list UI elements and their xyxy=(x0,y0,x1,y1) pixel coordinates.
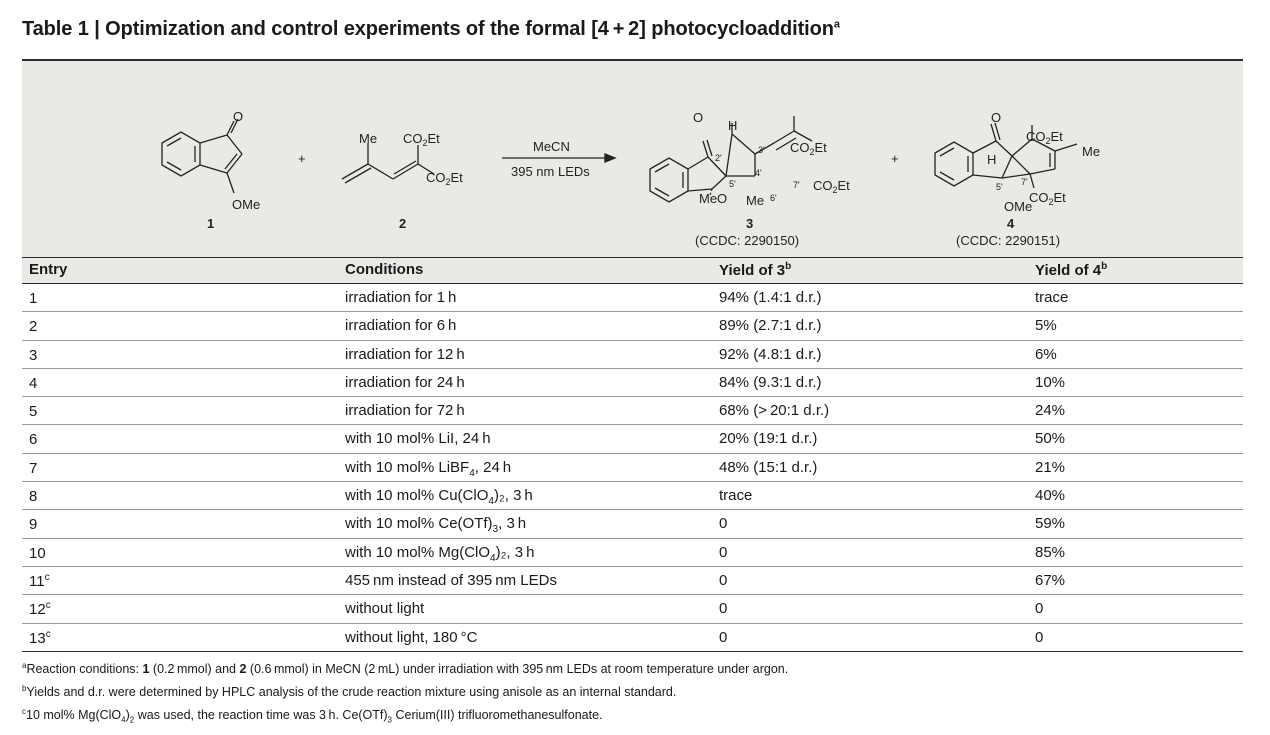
cell-conditions: irradiation for 1 h xyxy=(345,289,457,306)
compound-1-number: 1 xyxy=(207,216,215,231)
cell-yield-4: trace xyxy=(1035,289,1069,306)
cell-entry: 12$^c$ xyxy=(29,600,51,619)
cell-entry: 9 xyxy=(29,516,38,534)
cell-yield-4: 67% xyxy=(1035,571,1066,589)
cell-yield-4: 0 xyxy=(1035,600,1044,618)
cell-yield-3: 0 xyxy=(719,543,728,561)
plus-sign-2: + xyxy=(891,151,899,166)
header-yield-4: Yield of 4$^b$ xyxy=(1035,261,1108,279)
compound-2-co2et-bottom: $CO_2Et$ xyxy=(426,170,463,187)
table-title: Table 1 | Optimization and control experiments of the formal [4 + 2] photocycloaddition$^a$ xyxy=(22,18,840,40)
cell-entry: 8 xyxy=(29,488,38,506)
compound-2-me: Me xyxy=(359,131,378,146)
table-row xyxy=(22,284,1243,312)
compound-4-co2et-top: $CO_2Et$ xyxy=(1026,129,1063,146)
compound-4-co2et-bottom: $CO_2Et$ xyxy=(1029,190,1066,207)
table-row xyxy=(22,341,1243,369)
table-body xyxy=(22,284,1243,652)
compound-4-ome: OMe xyxy=(1004,199,1033,214)
table-row xyxy=(22,510,1243,538)
compound-2-co2et-top: $CO_2Et$ xyxy=(403,131,440,148)
header-conditions: Conditions xyxy=(345,261,424,278)
cell-yield-3: 94% (1.4:1 d.r.) xyxy=(719,289,822,306)
cell-yield-4: 21% xyxy=(1035,458,1066,476)
compound-3-me: Me xyxy=(746,193,765,208)
cell-yield-4: 59% xyxy=(1035,515,1066,533)
cell-entry: 1 xyxy=(29,290,38,307)
cell-yield-3: 0 xyxy=(719,628,728,646)
cell-conditions: irradiation for 24 h xyxy=(345,373,465,391)
compound-3-ccdc: (CCDC: 2290150) xyxy=(695,233,800,248)
compound-3-h: H xyxy=(728,118,738,133)
cell-conditions: irradiation for 6 h xyxy=(345,317,457,335)
compound-3-label-5: 5' xyxy=(729,179,736,189)
reaction-scheme-drawing xyxy=(22,61,1243,259)
compound-3-label-2: 2' xyxy=(715,153,722,163)
cell-yield-3: 0 xyxy=(719,515,728,533)
cell-conditions: without light xyxy=(345,600,425,618)
table-row xyxy=(22,397,1243,425)
table-row xyxy=(22,425,1243,453)
cell-yield-3: 68% (> 20:1 d.r.) xyxy=(719,402,830,420)
cell-entry: 3 xyxy=(29,346,38,364)
footnote-c: $^c$10 mol% $Mg(ClO_4)_2$ was used, the reaction time was 3 h. $Ce(OTf)_3$ Cerium(III) trifluoromethanesulfonate. xyxy=(22,707,603,725)
reaction-scheme xyxy=(22,59,1243,257)
cell-conditions: with 10 mol% $Ce(OTf)_3$, 3 h xyxy=(345,515,527,536)
table-row xyxy=(22,595,1243,623)
table-row xyxy=(22,567,1243,595)
compound-3-number: 3 xyxy=(746,216,754,231)
compound-3-label-4: 4' xyxy=(755,168,762,178)
compound-4-label-7: 7' xyxy=(1021,177,1028,187)
compound-4-ketone-o: O xyxy=(991,110,1002,125)
header-yield-3: Yield of 3$^b$ xyxy=(719,261,792,279)
cell-entry: 2 xyxy=(29,318,38,336)
arrow-top-label: MeCN xyxy=(533,139,570,154)
cell-yield-4: 10% xyxy=(1035,373,1066,391)
table-row xyxy=(22,624,1243,652)
compound-4-h: H xyxy=(987,152,997,167)
cell-entry: 4 xyxy=(29,374,38,392)
cell-conditions: with 10 mol% Mg(ClO$_4$)₂, 3 h xyxy=(345,543,535,564)
cell-conditions: with 10 mol% LiBF$_4$, 24 h xyxy=(345,458,512,479)
compound-1-substituent: OMe xyxy=(232,197,261,212)
cell-conditions: irradiation for 72 h xyxy=(345,402,465,420)
plus-sign-1: + xyxy=(298,151,306,166)
table-row xyxy=(22,539,1243,567)
cell-conditions: without light, 180 °C xyxy=(345,628,478,646)
compound-3-label-3: 3' xyxy=(758,145,765,155)
cell-yield-4: 40% xyxy=(1035,487,1066,505)
cell-yield-3: trace xyxy=(719,487,753,505)
footnote-b: $^b$Yields and d.r. were determined by HPLC analysis of the crude reaction mixture using anisole as an internal standard. xyxy=(22,684,677,700)
compound-3-label-6: 6' xyxy=(770,193,777,203)
compound-1-ketone-o: O xyxy=(233,109,244,124)
cell-conditions: irradiation for 12 h xyxy=(345,345,465,363)
compound-4-number: 4 xyxy=(1007,216,1015,231)
compound-3-co2et-top: $CO_2Et$ xyxy=(790,140,827,157)
table-row xyxy=(22,369,1243,397)
cell-yield-3: 48% (15:1 d.r.) xyxy=(719,458,818,476)
table-row xyxy=(22,454,1243,482)
cell-yield-4: 0 xyxy=(1035,628,1044,646)
compound-3-ketone-o: O xyxy=(693,110,704,125)
header-entry: Entry xyxy=(29,261,68,278)
compound-3-meo: MeO xyxy=(699,191,728,206)
cell-yield-3: 0 xyxy=(719,600,728,618)
cell-entry: 5 xyxy=(29,403,38,421)
cell-entry: 6 xyxy=(29,431,38,449)
compound-4-ccdc: (CCDC: 2290151) xyxy=(956,233,1061,248)
cell-conditions: with 10 mol% LiI, 24 h xyxy=(345,430,491,448)
cell-yield-4: 85% xyxy=(1035,543,1066,561)
footnote-a: $^a$Reaction conditions: 1 (0.2 mmol) and 2 (0.6 mmol) in MeCN (2 mL) under irradiation with 395 nm LEDs at room temperature under argon. xyxy=(22,661,789,677)
cell-yield-4: 50% xyxy=(1035,430,1066,448)
table-header-row xyxy=(22,257,1243,284)
compound-3-co2et-bottom: $CO_2Et$ xyxy=(813,178,850,195)
compound-3-label-7: 7' xyxy=(793,180,800,190)
cell-yield-3: 89% (2.7:1 d.r.) xyxy=(719,317,822,335)
table-row xyxy=(22,312,1243,340)
cell-conditions: with 10 mol% Cu(ClO$_4$)₂, 3 h xyxy=(345,487,533,508)
compound-4-label-5: 5' xyxy=(996,182,1003,192)
cell-entry: 13$^c$ xyxy=(29,628,51,647)
cell-conditions: 455 nm instead of 395 nm LEDs xyxy=(345,571,557,589)
cell-yield-3: 0 xyxy=(719,571,728,589)
cell-yield-4: 5% xyxy=(1035,317,1057,335)
cell-yield-4: 6% xyxy=(1035,345,1057,363)
cell-yield-4: 24% xyxy=(1035,402,1066,420)
cell-yield-3: 84% (9.3:1 d.r.) xyxy=(719,373,822,391)
cell-entry: 11$^c$ xyxy=(29,571,50,590)
compound-4-me: Me xyxy=(1082,144,1101,159)
arrow-bottom-label: 395 nm LEDs xyxy=(511,164,590,179)
cell-yield-3: 20% (19:1 d.r.) xyxy=(719,430,818,448)
cell-yield-3: 92% (4.8:1 d.r.) xyxy=(719,345,822,363)
footnotes xyxy=(22,656,788,731)
table-row xyxy=(22,482,1243,510)
cell-entry: 7 xyxy=(29,459,38,477)
cell-entry: 10 xyxy=(29,544,46,562)
compound-2-number: 2 xyxy=(399,216,407,231)
